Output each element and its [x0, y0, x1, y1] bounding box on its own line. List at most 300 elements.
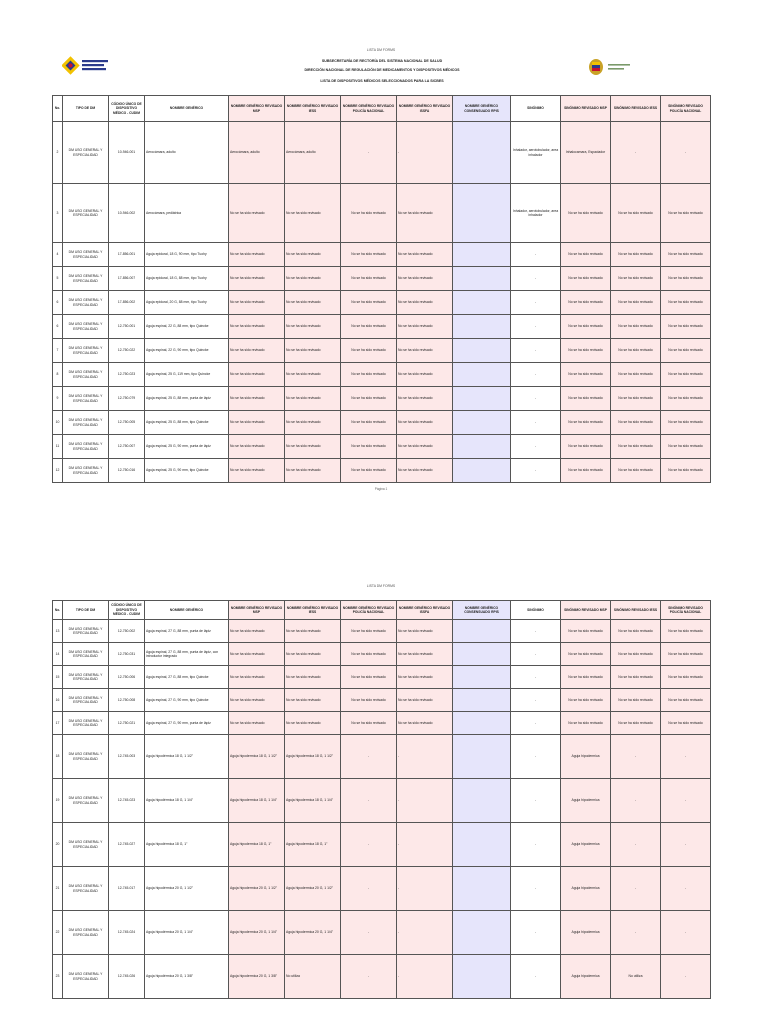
table-cell: No se ha sido revisado	[611, 712, 661, 735]
table-cell: No se ha sido revisado	[229, 387, 285, 411]
table-cell: No se ha sido revisado	[661, 267, 711, 291]
table-cell: 12-750-008	[109, 689, 145, 712]
document-page-1	[52, 48, 710, 491]
table-cell: 12-750-016	[109, 459, 145, 483]
table-cell: Inhalador, aerotobulador, area inhalador	[511, 122, 561, 184]
table-cell	[453, 459, 511, 483]
table-cell: DM USO GENERAL Y ESPECIALIDAD	[63, 911, 109, 955]
table-cell: -	[511, 459, 561, 483]
table-cell: No se ha sido revisado	[661, 243, 711, 267]
table-cell: No se ha sido revisado	[285, 339, 341, 363]
table-cell: Aguja epidural, 18 G, 90 mm, tipo Tuohy	[145, 243, 229, 267]
table-cell: 12-750-006	[109, 666, 145, 689]
table-cell: No se ha sido revisado	[397, 689, 453, 712]
table-cell: No utiliza	[611, 955, 661, 999]
table-cell: No se ha sido revisado	[229, 411, 285, 435]
table-cell: Aguja espinal, 25 G, 90 mm, punta de lápiz	[145, 435, 229, 459]
table-cell	[453, 620, 511, 643]
table-row	[53, 243, 711, 267]
table-cell: No se ha sido revisado	[611, 363, 661, 387]
table-cell: No se ha sido revisado	[341, 363, 397, 387]
table-cell: No se ha sido revisado	[341, 387, 397, 411]
table-cell: -	[341, 955, 397, 999]
table-cell: No se ha sido revisado	[285, 689, 341, 712]
table-cell	[453, 339, 511, 363]
table-cell: 8	[53, 363, 63, 387]
table-cell: DM USO GENERAL Y ESPECIALIDAD	[63, 459, 109, 483]
table-cell: Aguja hipodermica 18 G, 1 1/4"	[285, 779, 341, 823]
table-cell: No se ha sido revisado	[611, 267, 661, 291]
table-cell: 12-745-023	[109, 779, 145, 823]
table-cell: No se ha sido revisado	[397, 387, 453, 411]
table-cell: 17	[53, 712, 63, 735]
table-row	[53, 712, 711, 735]
table-cell: DM USO GENERAL Y ESPECIALIDAD	[63, 689, 109, 712]
table-cell: DM USO GENERAL Y ESPECIALIDAD	[63, 315, 109, 339]
table-cell: No se ha sido revisado	[229, 689, 285, 712]
table-cell: No se ha sido revisado	[341, 267, 397, 291]
table-cell: No se ha sido revisado	[661, 666, 711, 689]
col-sinonimo-policia: SINÓNIMO REVISADO POLICÍA NACIONAL	[661, 96, 711, 122]
table-cell: No se ha sido revisado	[661, 291, 711, 315]
table-cell: No se ha sido revisado	[561, 291, 611, 315]
table-cell: No se ha sido revisado	[285, 435, 341, 459]
table-cell: 12-750-005	[109, 411, 145, 435]
table-cell: No se ha sido revisado	[661, 387, 711, 411]
table-cell: 18	[53, 735, 63, 779]
table-cell: 16	[53, 689, 63, 712]
col-revisado-iess: NOMBRE GENÉRICO REVISADO IESS	[285, 96, 341, 122]
devices-table-page-1	[52, 95, 711, 483]
devices-table-page-2	[52, 600, 711, 999]
table-cell: No se ha sido revisado	[285, 387, 341, 411]
title-subsecretaria: SUBSECRETARÍA DE RECTORÍA DEL SISTEMA NACIONAL DE SALUD	[321, 59, 443, 63]
table-cell: -	[661, 779, 711, 823]
col-revisado-issfa: NOMBRE GENÉRICO REVISADO ISSFA	[397, 96, 453, 122]
table-row	[53, 267, 711, 291]
table-cell: Aguja hipodermica	[561, 911, 611, 955]
table-cell	[453, 291, 511, 315]
table-cell	[453, 735, 511, 779]
table-cell: No se ha sido revisado	[661, 643, 711, 666]
table-cell: -	[511, 712, 561, 735]
table-row	[53, 411, 711, 435]
table-cell: No se ha sido revisado	[341, 315, 397, 339]
table-cell: No se ha sido revisado	[397, 243, 453, 267]
table-cell: No se ha sido revisado	[341, 643, 397, 666]
table-cell: -	[661, 955, 711, 999]
table-cell: 21	[53, 867, 63, 911]
table-cell: No se ha sido revisado	[661, 411, 711, 435]
table-cell: No se ha sido revisado	[397, 459, 453, 483]
col-sinonimo-msp: SINÓNIMO REVISADO MSP	[561, 96, 611, 122]
table-cell: -	[511, 666, 561, 689]
table-cell: 12-750-001	[109, 315, 145, 339]
table-cell: 13	[53, 620, 63, 643]
table-cell: 12	[53, 459, 63, 483]
table-cell: DM USO GENERAL Y ESPECIALIDAD	[63, 184, 109, 243]
table-cell: Aguja hipodermica 20 G, 1 1/2"	[285, 867, 341, 911]
table-cell: 14	[53, 643, 63, 666]
table-cell: -	[511, 735, 561, 779]
table-cell: 12-750-002	[109, 620, 145, 643]
table-cell: 12-745-026	[109, 955, 145, 999]
table-row	[53, 184, 711, 243]
table-cell: 10	[53, 411, 63, 435]
table-cell	[453, 315, 511, 339]
table-cell: 4	[53, 243, 63, 267]
table-cell: No se ha sido revisado	[229, 666, 285, 689]
table-cell	[453, 779, 511, 823]
table-cell: 12-750-023	[109, 363, 145, 387]
table-cell: -	[397, 122, 453, 184]
table-cell: No se ha sido revisado	[661, 339, 711, 363]
table-cell	[453, 689, 511, 712]
table-cell: Aguja espinal, 27 G, 88 mm, punta de lápiz, con introductor integrado	[145, 643, 229, 666]
table-row	[53, 955, 711, 999]
table-cell: -	[511, 620, 561, 643]
table-cell: 11	[53, 435, 63, 459]
col-revisado-msp: NOMBRE GENÉRICO REVISADO MSP	[229, 96, 285, 122]
table-cell: Aguja espinal, 27 G, 88 mm, tipo Quincke	[145, 666, 229, 689]
table-cell: Aguja hipodermica 18 G, 1"	[285, 823, 341, 867]
table-cell: 3	[53, 184, 63, 243]
table-cell: Aguja espinal, 22 G, 90 mm, tipo Quincke	[145, 339, 229, 363]
table-cell: No se ha sido revisado	[341, 339, 397, 363]
table-cell: 9	[53, 387, 63, 411]
table-cell: -	[397, 911, 453, 955]
table-cell: No se ha sido revisado	[561, 411, 611, 435]
table-cell: 22	[53, 911, 63, 955]
table-cell: Aguja hipodermica 20 G, 1 1/2"	[229, 867, 285, 911]
table-cell	[453, 823, 511, 867]
table-cell	[453, 122, 511, 184]
table-cell	[453, 243, 511, 267]
table-row	[53, 122, 711, 184]
page-number: Página 1	[374, 487, 388, 491]
table-cell	[453, 911, 511, 955]
table-cell: -	[511, 339, 561, 363]
table-cell: No se ha sido revisado	[561, 184, 611, 243]
table-cell: Aguja hipodermica 18 G, 1 1/4"	[229, 779, 285, 823]
table-cell: No se ha sido revisado	[397, 184, 453, 243]
col-sinonimo-msp: SINÓNIMO REVISADO MSP	[561, 601, 611, 620]
table-cell: No se ha sido revisado	[561, 643, 611, 666]
col-tipo-dm: TIPO DE DM	[63, 601, 109, 620]
table-cell: No se ha sido revisado	[611, 666, 661, 689]
table-cell: Aguja espinal, 25 G, 119 mm, tipo Quincke	[145, 363, 229, 387]
table-cell: No se ha sido revisado	[341, 712, 397, 735]
table-cell: -	[511, 387, 561, 411]
table-cell: 12-745-027	[109, 823, 145, 867]
table-cell: No se ha sido revisado	[341, 620, 397, 643]
table-cell: -	[611, 823, 661, 867]
table-cell: 19	[53, 779, 63, 823]
table-cell: No utiliza	[285, 955, 341, 999]
table-cell: 6	[53, 291, 63, 315]
table-cell: -	[661, 911, 711, 955]
table-cell: -	[341, 911, 397, 955]
table-cell: Aerocámara, pediátrica	[145, 184, 229, 243]
table-cell: Aerocámara, adulto	[285, 122, 341, 184]
table-cell: -	[661, 735, 711, 779]
table-row	[53, 363, 711, 387]
table-cell: -	[611, 735, 661, 779]
table-cell: -	[397, 735, 453, 779]
table-cell: No se ha sido revisado	[285, 620, 341, 643]
table-cell: No se ha sido revisado	[561, 620, 611, 643]
table-cell: No se ha sido revisado	[397, 339, 453, 363]
table-cell: Aguja hipodérmica 20 G, 1 1/4"	[145, 911, 229, 955]
table-cell: No se ha sido revisado	[341, 689, 397, 712]
table-cell: 10-946-002	[109, 184, 145, 243]
table-cell: No se ha sido revisado	[285, 411, 341, 435]
table-cell: No se ha sido revisado	[561, 363, 611, 387]
table-cell: -	[397, 955, 453, 999]
table-cell: -	[511, 363, 561, 387]
page-header	[52, 48, 710, 90]
table-cell: No se ha sido revisado	[397, 411, 453, 435]
table-cell: -	[341, 779, 397, 823]
table-cell: No se ha sido revisado	[229, 435, 285, 459]
table-cell: Aguja espinal, 25 G, 88 mm, punta de lápiz	[145, 387, 229, 411]
table-cell: -	[511, 411, 561, 435]
table-cell: No se ha sido revisado	[561, 315, 611, 339]
top-note: LISTA DM FORMS	[366, 48, 396, 52]
table-cell: No se ha sido revisado	[397, 643, 453, 666]
table-cell: DM USO GENERAL Y ESPECIALIDAD	[63, 291, 109, 315]
table-cell: -	[611, 911, 661, 955]
table-cell: No se ha sido revisado	[397, 620, 453, 643]
table-cell: -	[397, 823, 453, 867]
table-cell: 12-750-022	[109, 339, 145, 363]
table-cell: 2	[53, 122, 63, 184]
table-row	[53, 643, 711, 666]
table-cell: No se ha sido revisado	[611, 315, 661, 339]
top-note-2: LISTA DM FORMS	[366, 584, 396, 588]
table-cell: 12-750-031	[109, 643, 145, 666]
table-cell: Aguja hipodérmica 20 G, 1 1/2"	[145, 867, 229, 911]
table-cell: No se ha sido revisado	[611, 184, 661, 243]
table-row	[53, 459, 711, 483]
table-cell: Aguja hipodermica	[561, 867, 611, 911]
col-sinonimo: SINÓNIMO	[511, 96, 561, 122]
table-cell: No se ha sido revisado	[397, 363, 453, 387]
table-cell: -	[511, 435, 561, 459]
table-cell: Aguja espinal, 27 G, 88 mm, punta de lápiz	[145, 620, 229, 643]
table-cell: No se ha sido revisado	[397, 435, 453, 459]
table-cell: 12-745-003	[109, 735, 145, 779]
table-cell: Aguja hipodermica	[561, 779, 611, 823]
table-cell: Aguja hipodermica 20 G, 1 1/4"	[229, 911, 285, 955]
table-cell	[453, 184, 511, 243]
table-row	[53, 689, 711, 712]
table-cell: Aguja espinal, 25 G, 90 mm, tipo Quincke	[145, 459, 229, 483]
table-cell: -	[511, 315, 561, 339]
table-cell: -	[341, 823, 397, 867]
table-cell: 20	[53, 823, 63, 867]
table-cell	[453, 712, 511, 735]
table-cell: Aguja espinal, 27 G, 90 mm, tipo Quincke	[145, 689, 229, 712]
table-cell: DM USO GENERAL Y ESPECIALIDAD	[63, 339, 109, 363]
col-no: No.	[53, 601, 63, 620]
table-cell: No se ha sido revisado	[661, 184, 711, 243]
table-cell: Aguja hipodermica 18 G, 1 1/2"	[229, 735, 285, 779]
table-cell: DM USO GENERAL Y ESPECIALIDAD	[63, 387, 109, 411]
table-cell: -	[511, 267, 561, 291]
ministerio-salud-logo-icon	[586, 56, 638, 78]
table-cell: No se ha sido revisado	[611, 435, 661, 459]
table-cell: DM USO GENERAL Y ESPECIALIDAD	[63, 267, 109, 291]
table-cell: No se ha sido revisado	[661, 363, 711, 387]
col-revisado-policia: NOMBRE GENÉRICO REVISADO POLICÍA NACIONAL	[341, 601, 397, 620]
table-cell: 6	[53, 315, 63, 339]
col-cudim: CÓDIGO ÚNICO DE DISPOSITIVO MÉDICO - CUDIM	[109, 601, 145, 620]
table-cell: No se ha sido revisado	[561, 435, 611, 459]
col-revisado-policia: NOMBRE GENÉRICO REVISADO POLICÍA NACIONAL	[341, 96, 397, 122]
table-cell: Aguja hipodermica	[561, 823, 611, 867]
table-cell: DM USO GENERAL Y ESPECIALIDAD	[63, 735, 109, 779]
table-cell: -	[611, 122, 661, 184]
table-cell: No se ha sido revisado	[341, 243, 397, 267]
table-cell: -	[397, 779, 453, 823]
table-cell: -	[511, 643, 561, 666]
table-cell	[453, 666, 511, 689]
table-cell: No se ha sido revisado	[341, 411, 397, 435]
table-cell: No se ha sido revisado	[661, 459, 711, 483]
table-cell: Aguja hipodermica 20 G, 1 3/8"	[229, 955, 285, 999]
col-sinonimo: SINÓNIMO	[511, 601, 561, 620]
table-cell: -	[511, 823, 561, 867]
table-cell: -	[511, 243, 561, 267]
table-cell: Aguja espinal, 27 G, 90 mm, punta de lápiz	[145, 712, 229, 735]
table-cell: No se ha sido revisado	[611, 387, 661, 411]
col-revisado-iess: NOMBRE GENÉRICO REVISADO IESS	[285, 601, 341, 620]
table-cell: DM USO GENERAL Y ESPECIALIDAD	[63, 643, 109, 666]
table-cell: 17-856-001	[109, 243, 145, 267]
table-cell: No se ha sido revisado	[229, 243, 285, 267]
table-cell: Aguja espinal, 25 G, 88 mm, tipo Quincke	[145, 411, 229, 435]
table-body-page-2	[53, 620, 711, 999]
table-cell: No se ha sido revisado	[285, 666, 341, 689]
table-header-row	[53, 96, 711, 122]
table-cell: -	[511, 689, 561, 712]
table-cell: 17-856-002	[109, 291, 145, 315]
table-cell: -	[611, 779, 661, 823]
table-cell: No se ha sido revisado	[661, 712, 711, 735]
table-cell: No se ha sido revisado	[397, 666, 453, 689]
table-cell: Aerocámara, adulto	[229, 122, 285, 184]
table-cell: 23	[53, 955, 63, 999]
table-cell: No se ha sido revisado	[561, 387, 611, 411]
table-row	[53, 779, 711, 823]
table-cell: No se ha sido revisado	[229, 459, 285, 483]
table-cell: 12-750-007	[109, 435, 145, 459]
table-cell: DM USO GENERAL Y ESPECIALIDAD	[63, 620, 109, 643]
table-cell: No se ha sido revisado	[611, 339, 661, 363]
rpis-logo-icon	[62, 54, 110, 78]
table-cell	[453, 867, 511, 911]
table-cell: No se ha sido revisado	[611, 689, 661, 712]
table-cell: No se ha sido revisado	[229, 184, 285, 243]
table-cell: No se ha sido revisado	[611, 643, 661, 666]
document-titles	[202, 57, 562, 86]
table-row	[53, 315, 711, 339]
table-cell: -	[341, 867, 397, 911]
table-cell: Aguja hipodérmica 18 G, 1"	[145, 823, 229, 867]
table-cell: Aguja hipodermica 20 G, 1 1/4"	[285, 911, 341, 955]
table-cell: -	[661, 823, 711, 867]
table-cell: Aguja hipodermica	[561, 735, 611, 779]
col-consensuado-rpis: NOMBRE GENÉRICO CONSENSUADO RPIS	[453, 96, 511, 122]
table-cell: Aguja hipodermica 18 G, 1 1/2"	[285, 735, 341, 779]
table-cell: No se ha sido revisado	[229, 315, 285, 339]
table-cell: No se ha sido revisado	[229, 291, 285, 315]
table-cell: No se ha sido revisado	[341, 435, 397, 459]
table-cell: -	[397, 867, 453, 911]
table-cell: No se ha sido revisado	[661, 620, 711, 643]
table-row	[53, 823, 711, 867]
table-cell: -	[341, 735, 397, 779]
table-cell: No se ha sido revisado	[397, 267, 453, 291]
col-nombre-generico: NOMBRE GENÉRICO	[145, 96, 229, 122]
table-cell: Inhalocamara, Espaciador	[561, 122, 611, 184]
table-row	[53, 387, 711, 411]
col-nombre-generico: NOMBRE GENÉRICO	[145, 601, 229, 620]
table-cell: -	[661, 122, 711, 184]
table-cell: -	[511, 955, 561, 999]
table-cell	[453, 643, 511, 666]
table-cell: No se ha sido revisado	[285, 459, 341, 483]
table-cell: -	[511, 291, 561, 315]
table-cell: No se ha sido revisado	[611, 243, 661, 267]
table-cell	[453, 387, 511, 411]
table-row	[53, 620, 711, 643]
table-cell: No se ha sido revisado	[229, 620, 285, 643]
table-cell: No se ha sido revisado	[561, 712, 611, 735]
table-cell: DM USO GENERAL Y ESPECIALIDAD	[63, 867, 109, 911]
table-header-row	[53, 601, 711, 620]
table-cell: No se ha sido revisado	[561, 267, 611, 291]
title-lista: LISTA DE DISPOSITIVOS MÉDICOS SELECCIONADOS PARA LA SICBES	[320, 79, 444, 83]
table-cell: -	[511, 911, 561, 955]
table-cell: 5	[53, 267, 63, 291]
table-cell: No se ha sido revisado	[611, 620, 661, 643]
table-cell: Aguja espinal, 22 G, 88 mm, tipo Quincke	[145, 315, 229, 339]
table-cell: No se ha sido revisado	[285, 267, 341, 291]
table-cell: No se ha sido revisado	[229, 267, 285, 291]
col-revisado-msp: NOMBRE GENÉRICO REVISADO MSP	[229, 601, 285, 620]
table-row	[53, 867, 711, 911]
table-cell: 12-750-021	[109, 712, 145, 735]
table-row	[53, 291, 711, 315]
table-cell: DM USO GENERAL Y ESPECIALIDAD	[63, 955, 109, 999]
table-cell: Aguja epidural, 20 G, 88 mm, tipo Tuohy	[145, 291, 229, 315]
col-sinonimo-iess: SINÓNIMO REVISADO IESS	[611, 96, 661, 122]
table-cell: No se ha sido revisado	[229, 363, 285, 387]
table-cell	[453, 411, 511, 435]
table-row	[53, 911, 711, 955]
table-cell: Aguja hipodermica	[561, 955, 611, 999]
table-cell: No se ha sido revisado	[661, 435, 711, 459]
table-cell: Aerocámara, adulto	[145, 122, 229, 184]
table-cell: No se ha sido revisado	[561, 666, 611, 689]
col-no: No.	[53, 96, 63, 122]
table-cell: No se ha sido revisado	[285, 363, 341, 387]
table-cell: -	[611, 867, 661, 911]
table-cell: DM USO GENERAL Y ESPECIALIDAD	[63, 666, 109, 689]
table-cell: No se ha sido revisado	[611, 291, 661, 315]
